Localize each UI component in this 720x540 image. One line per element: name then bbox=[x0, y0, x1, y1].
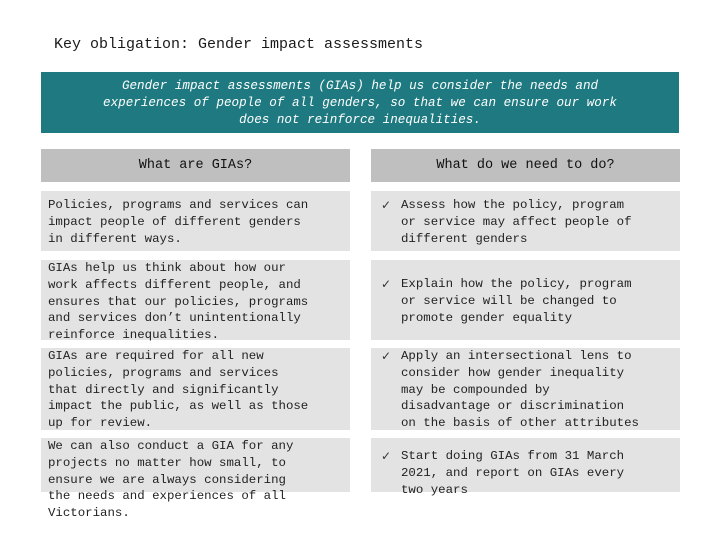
action-item-cell bbox=[371, 348, 680, 430]
cell-line: 2021, and report on GIAs every bbox=[401, 465, 625, 480]
gia-info-cell bbox=[41, 191, 350, 251]
intro-banner bbox=[41, 72, 679, 133]
cell-line: or service may affect people of bbox=[401, 214, 632, 229]
cell-line: Apply an intersectional lens to bbox=[401, 349, 632, 363]
cell-line: in different ways. bbox=[48, 231, 182, 246]
cell-line: projects no matter how small, to bbox=[48, 455, 286, 470]
cell-line: Start doing GIAs from 31 March bbox=[401, 449, 625, 463]
cell-line: GIAs are required for all new bbox=[48, 349, 264, 363]
gia-info-cell bbox=[41, 260, 350, 343]
cell-line: policies, programs and services bbox=[48, 365, 279, 380]
cell-line: Explain how the policy, program bbox=[401, 277, 632, 291]
cell-line: and services don’t unintentionally bbox=[48, 311, 301, 326]
banner-line: Gender impact assessments (GIAs) help us consider the needs and bbox=[121, 79, 599, 93]
cell-line: Victorians. bbox=[48, 506, 130, 521]
cell-line: Policies, programs and services can bbox=[48, 198, 309, 212]
action-item-cell bbox=[371, 260, 680, 340]
gia-info-cell bbox=[41, 438, 350, 521]
action-item-cell bbox=[371, 438, 680, 497]
cell-line: impact the public, as well as those bbox=[48, 399, 309, 414]
cell-line: reinforce inequalities. bbox=[48, 328, 220, 343]
checkmark-icon: ✓ bbox=[381, 198, 392, 212]
cell-line: impact people of different genders bbox=[48, 214, 301, 229]
banner-line: does not reinforce inequalities. bbox=[239, 113, 481, 127]
cell-line: on the basis of other attributes bbox=[401, 416, 639, 431]
cell-line: different genders bbox=[401, 231, 528, 246]
checkmark-icon: ✓ bbox=[381, 349, 392, 363]
cell-line: up for review. bbox=[48, 416, 153, 431]
cell-line: disadvantage or discrimination bbox=[401, 399, 625, 414]
cell-line: ensures that our policies, programs bbox=[48, 294, 309, 309]
cell-line: work affects different people, and bbox=[48, 277, 301, 292]
cell-line: Assess how the policy, program bbox=[401, 198, 625, 212]
cell-line: We can also conduct a GIA for any bbox=[48, 439, 294, 453]
gia-info-cell bbox=[41, 348, 350, 430]
cell-line: or service will be changed to bbox=[401, 293, 617, 308]
what-to-do-header: What do we need to do? bbox=[371, 149, 680, 182]
page-title: Key obligation: Gender impact assessments bbox=[54, 36, 424, 53]
cell-line: ensure we are always considering bbox=[48, 472, 286, 487]
cell-line: that directly and significantly bbox=[48, 382, 279, 397]
cell-line: promote gender equality bbox=[401, 310, 573, 325]
action-item-cell bbox=[371, 191, 680, 251]
what-are-gias-header: What are GIAs? bbox=[41, 149, 350, 182]
cell-line: GIAs help us think about how our bbox=[48, 261, 286, 275]
checkmark-icon: ✓ bbox=[381, 277, 392, 291]
checkmark-icon: ✓ bbox=[381, 449, 392, 463]
cell-line: may be compounded by bbox=[401, 382, 550, 397]
cell-line: the needs and experiences of all bbox=[48, 489, 286, 504]
cell-line: consider how gender inequality bbox=[401, 365, 625, 380]
cell-line: two years bbox=[401, 482, 468, 497]
banner-line: experiences of people of all genders, so that we can ensure our work bbox=[103, 96, 617, 110]
